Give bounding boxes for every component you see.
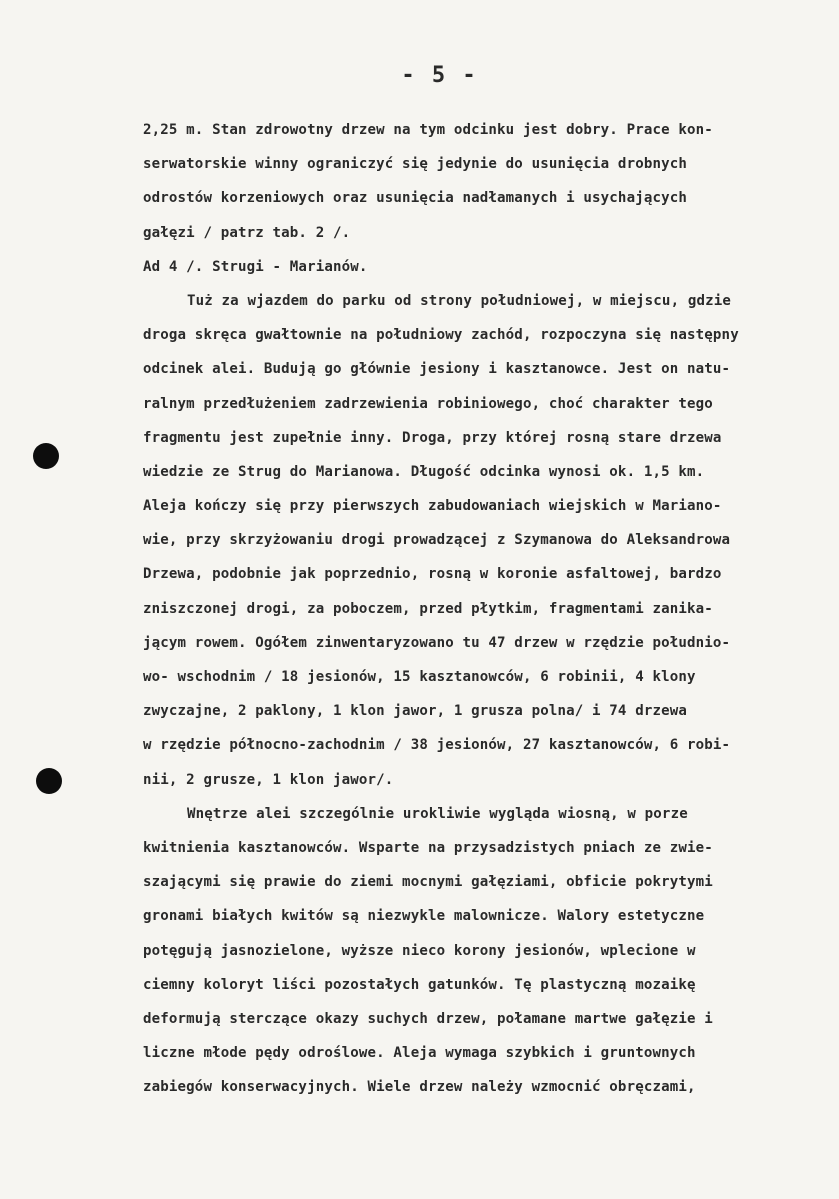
text-line: ciemny koloryt liści pozostałych gatunków. Tę plastyczną mozaikę [143,976,696,993]
text-line: jącym rowem. Ogółem zinwentaryzowano tu 47 drzew w rzędzie południo- [143,634,731,651]
text-line: nii, 2 grusze, 1 klon jawor/. [143,771,394,788]
punch-hole-bottom [36,768,62,794]
text-line: kwitnienia kasztanowców. Wsparte na przysadzistych pniach ze zwie- [143,839,713,856]
text-line: Drzewa, podobnie jak poprzednio, rosną w koronie asfaltowej, bardzo [143,566,722,583]
text-line: zabiegów konserwacyjnych. Wiele drzew należy wzmocnić obręczami, [143,1079,696,1096]
text-line: fragmentu jest zupełnie inny. Droga, przy której rosną stare drzewa [143,429,722,446]
text-line: droga skręca gwałtownie na południowy zachód, rozpoczyna się następny [143,327,739,344]
text-line: ralnym przedłużeniem zadrzewienia robiniowego, choć charakter tego [143,395,713,412]
punch-hole-top [33,443,59,469]
text-line: wie, przy skrzyżowaniu drogi prowadzącej z Szymanowa do Aleksandrowa [143,532,731,549]
text-line: w rzędzie północno-zachodnim / 38 jesionów, 27 kasztanowców, 6 robi- [143,737,731,754]
text-line: liczne młode pędy odroślowe. Aleja wymaga szybkich i gruntownych [143,1045,696,1062]
text-line: 2,25 m. Stan zdrowotny drzew na tym odcinku jest dobry. Prace kon- [143,122,713,138]
text-line: Wnętrze alei szczególnie urokliwie wygląda wiosną, w porze [187,805,688,822]
text-line: serwatorskie winny ograniczyć się jedynie do usunięcia drobnych [143,156,688,173]
text-line: wo- wschodnim / 18 jesionów, 15 kasztanowców, 6 robinii, 4 klony [143,669,696,685]
text-line: zwyczajne, 2 paklony, 1 klon jawor, 1 grusza polna/ i 74 drzewa [143,703,688,720]
page-number: - 5 - [401,63,478,88]
text-line: odcinek alei. Budują go głównie jesiony i kasztanowce. Jest on natu- [143,361,731,378]
text-line: Aleja kończy się przy pierwszych zabudowaniach wiejskich w Mariano- [143,498,722,515]
section-heading: Ad 4 /. Strugi - Marianów. [143,258,368,275]
text-line: zniszczonej drogi, za poboczem, przed płytkim, fragmentami zanika- [143,600,713,617]
text-line: Tuż za wjazdem do parku od strony południowej, w miejscu, gdzie [187,292,732,309]
text-line: potęgują jasnozielone, wyższe nieco korony jesionów, wplecione w [143,942,696,959]
text-line: odrostów korzeniowych oraz usunięcia nadłamanych i usychających [143,190,688,207]
text-line: wiedzie ze Strug do Marianowa. Długość odcinka wynosi ok. 1,5 km. [143,463,705,480]
text-line: szającymi się prawie do ziemi mocnymi gałęziami, obficie pokrytymi [143,874,713,891]
text-line: gronami białych kwitów są niezwykle malownicze. Walory estetyczne [143,908,705,925]
text-line: gałęzi / patrz tab. 2 /. [143,224,351,241]
typed-body-text [143,113,818,1104]
text-line: deformują sterczące okazy suchych drzew, połamane martwe gałęzie i [143,1010,713,1027]
